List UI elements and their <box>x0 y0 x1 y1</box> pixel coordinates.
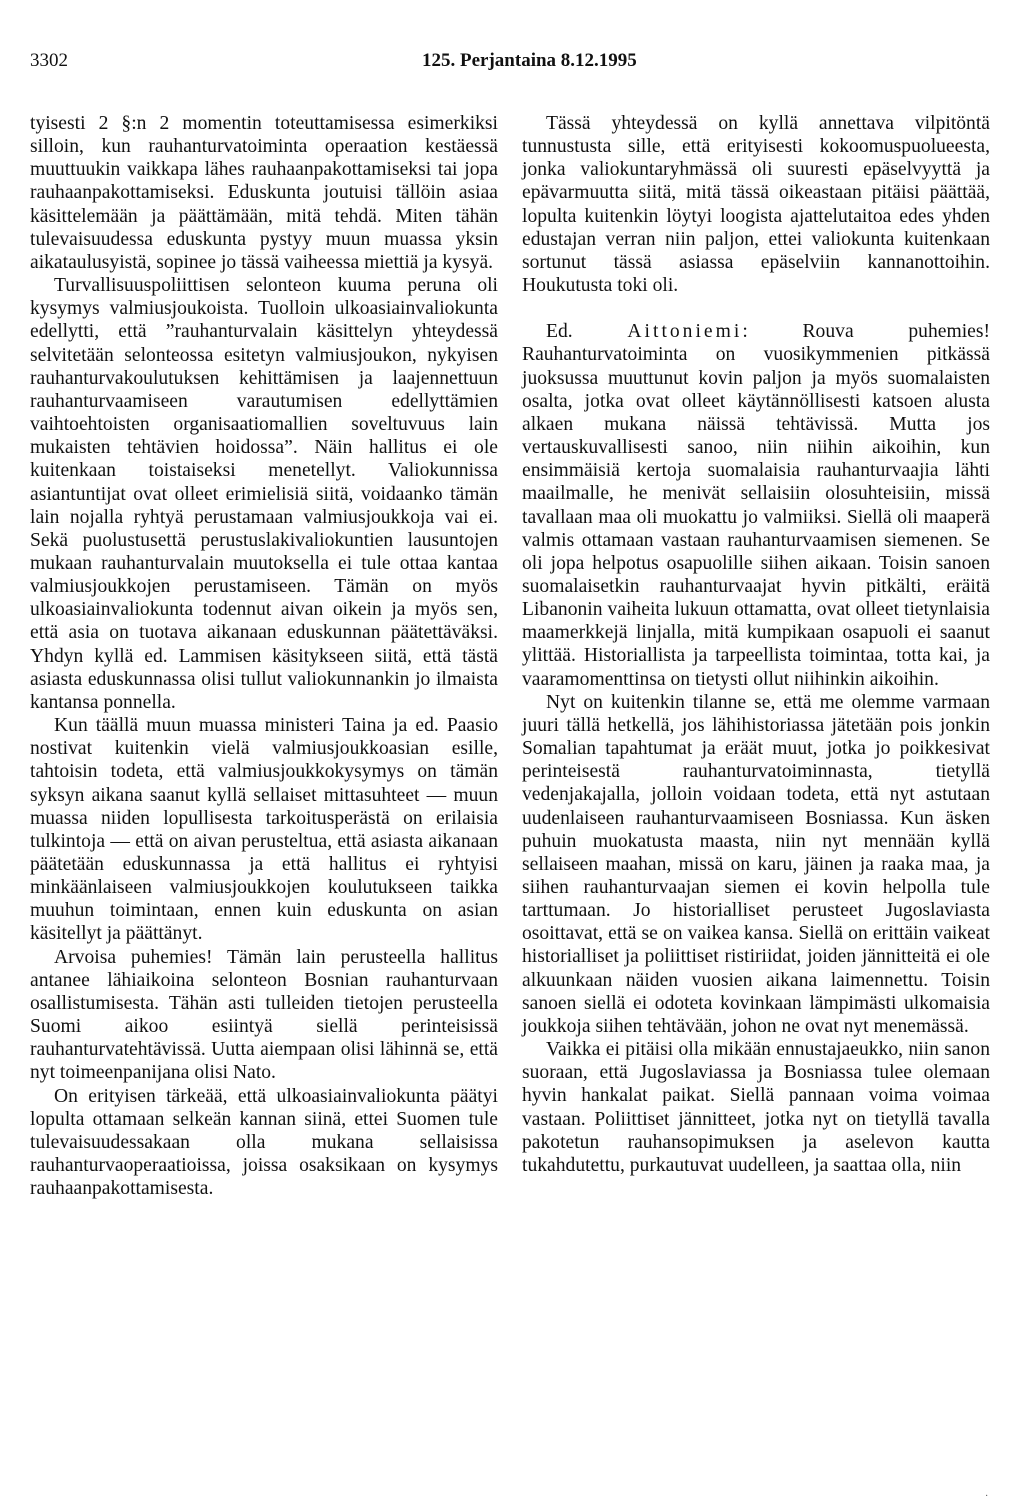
footer-mark: · <box>985 1491 989 1502</box>
paragraph: tyisesti 2 §:n 2 momentin toteuttamisessa esimerkiksi silloin, kun rauhanturvatoiminta operaation kestäessä muuttuukin vaikkapa lähes rauhaanpakottamiseksi tai jopa rauhaanpakottamiseksi. Eduskunta joutuisi tällöin asiaa käsittelemään ja päättämään, mitä tehdä. Miten tähän tulevaisuudessa eduskunta pystyy muun muassa yksin aikataulusyistä, sopinee jo tässä vaiheessa miettiä ja kysyä. <box>30 113 498 273</box>
speaker-prefix: Ed. <box>546 321 573 343</box>
page-header <box>30 50 990 80</box>
speech-text: Rouva puhemies! Rauhanturvatoiminta on vuosikymmenien pitkässä juoksussa muuttunut kovin paljon ja myös suomalaisten osalta, jotka ovat olleet käytännöllisesti katsoen alusta alkaen mukana näissä tehtävissä. Mutta jos vertauskuvallisesti sanoo, niin niihin aikoihin, kun ensimmäisiä kertoja suomalaisia rauhanturvaajia lähti maailmalle, he menivät sellaisiin olosuhteisiin, missä tavallaan maa oli muokattu jo valmiiksi. Siellä oli maaperä valmis ottamaan vastaan rauhanturvaamisen siemenen. Se oli jopa helpotus osapuolille siihen aikaan. Toisin sanoen suomalaisetkin rauhanturvaajat hyvin pitkälti, eräitä Libanonin vaiheita lukuun ottamatta, ovat olleet tietynlaisia maamerkkejä linjalla, mitä kumpikaan osapuoli ei saanut ylittää. Historiallista ja tarpeellista toimintaa, totta kai, ja vaaramomenttinsa on tietysti ollut niihinkin aikoihin. <box>522 321 990 690</box>
speaker-paragraph: Ed. Aittoniemi: Rouva puhemies! Rauhanturvatoiminta on vuosikymmenien pitkässä juoksussa muuttunut kovin paljon ja myös suomalaisten osalta, jotka ovat olleet käytännöllisesti katsoen alusta alkaen mukana näissä tehtävissä. Mutta jos vertauskuvallisesti sanoo, niin niihin aikoihin, kun ensimmäisiä kertoja suomalaisia rauhanturvaajia lähti maailmalle, he menivät sellaisiin olosuhteisiin, missä tavallaan maa oli muokattu jo valmiiksi. Siellä oli maaperä valmis ottamaan vastaan rauhanturvaamisen siemenen. Se oli jopa helpotus osapuolille siihen aikaan. Toisin sanoen suomalaisetkin rauhanturvaajat hyvin pitkälti, eräitä Libanonin vaiheita lukuun ottamatta, ovat olleet tietynlaisia maamerkkejä linjalla, mitä kumpikaan osapuoli ei saanut ylittää. Historiallista ja tarpeellista toimintaa, totta kai, ja vaaramomenttinsa on tietysti ollut niihinkin aikoihin. <box>522 321 990 690</box>
right-column <box>522 112 990 1177</box>
page-number: 3302 <box>30 50 68 71</box>
speaker-name: Aittoniemi <box>627 321 743 343</box>
paragraph: Tässä yhteydessä on kyllä annettava vilpitöntä tunnustusta sille, että erityisesti kokoomuspuolueesta, jonka valiokuntaryhmässä oli suuresti epäselvyyttä ja epävarmuutta siitä, mitä tässä oikeastaan pitäisi päättää, lopulta kuitenkin löytyi loogista ajattelutaitoa edes yhden edustajan verran niin paljon, ettei valiokunta kuitenkaan sortunut tässä asiassa epäselviin kannanottoihin. Houkutusta toki oli. <box>522 113 990 297</box>
paragraph: On erityisen tärkeää, että ulkoasiainvaliokunta päätyi lopulta ottamaan selkeän kannan siinä, ettei Suomen tule tulevaisuudessakaan olla mukana sellaisissa rauhanturvaoperaatioissa, joissa osaksikaan on kysymys rauhaanpakottamisesta. <box>30 1085 498 1200</box>
left-column <box>30 112 498 1200</box>
paragraph: Vaikka ei pitäisi olla mikään ennustajaeukko, niin sanon suoraan, että Jugoslaviassa ja Bosniassa tulee olemaan hyvin hankalat paikat. Siellä pannaan voima voimaa vastaan. Poliittiset jännitteet, jotka nyt on tietyllä tavalla pakotetun rauhansopimuksen ja aselevon kautta tukahdutettu, purkautuvat uudelleen, ja saattaa olla, niin <box>522 1039 990 1176</box>
paragraph: Kun täällä muun muassa ministeri Taina ja ed. Paasio nostivat kuitenkin vielä valmiusjoukkoasian esille, tahtoisin todeta, että valmiusjoukkokysymys on tämän syksyn aikana saanut kyllä sellaiset mittasuhteet — muun muassa niiden lopullisesta tarkoitusperästä on erilaisia tulkintoja — että on aivan perusteltua, että asiasta aikanaan päätetään eduskunnassa ja että hallitus ei ryhtyisi minkäänlaiseen valmiusjoukkojen koulutukseen taikka muuhun toimintaan, ennen kuin eduskunta on asian käsitellyt ja päättänyt. <box>30 715 498 945</box>
paragraph: Arvoisa puhemies! Tämän lain perusteella hallitus antanee lähiaikoina selonteon Bosnian rauhanturvaan osallistumisesta. Tähän asti tulleiden tietojen perusteella Suomi aikoo esiintyä siellä perinteisissä rauhanturvatehtävissä. Uutta aiempaan olisi lähinnä se, että nyt toimeenpanijana olisi Nato. <box>30 946 498 1084</box>
paragraph: Nyt on kuitenkin tilanne se, että me olemme varmaan juuri tällä hetkellä, jos lähihistoriassa jätetään pois jonkin Somalian tapahtumat ja eräät muut, jotka jo poikkesivat perinteisestä rauhanturvatoiminnasta, tietyllä vedenjakajalla, jolloin voidaan todeta, että nyt astutaan uudenlaiseen rauhanturvaamiseen Bosniassa. Kun äsken puhuin muokatusta maasta, niin nyt mennään kyllä sellaiseen maahan, missä on karu, jäinen ja raaka maa, ja siihen rauhanturvaajan siemen ei kovin helpolla tule tarttumaan. Jo historialliset perusteet Jugoslaviasta osoittavat, että se on vaikea kansa. Siellä on erittäin vaikeat historialliset ja poliittiset ristiriidat, joiden jännitteitä ei ole alkuunkaan näiden vuosien aikana laimennettu. Toisin sanoen siellä ei odoteta kovinkaan lämpimästi ulkomaisia joukkoja siihen tehtävään, johon ne ovat nyt menemässä. <box>522 691 990 1037</box>
paragraph: Turvallisuuspoliittisen selonteon kuuma peruna oli kysymys valmiusjoukoista. Tuolloin ulkoasiainvaliokunta edellytti, että ”rauhanturvalain käsittelyn yhteydessä selvitetään selonteossa esitetyn valmiusjoukon, nykyisen rauhanturvakoulutuksen kehittämisen ja laajennettuun rauhanturvaamiseen varautumisen edellyttämien vaihtoehtoisten organisaatiomallien soveltuvuus lain mukaisten tehtävien hoidossa”. Näin hallitus ei ole kuitenkaan toistaiseksi menetellyt. Valiokunnissa asiantuntijat ovat olleet erimielisiä siitä, voidaanko tämän lain nojalla ryhtyä perustamaan valmiusjoukkoja vai ei. Sekä puolustusettä perustuslakivaliokuntien lausuntojen mukaan rauhanturvalain muutoksella ei tule ottaa kantaa valmiusjoukkojen perustamiseen. Tämän on myös ulkoasiainvaliokunta todennut aivan oikein ja myös sen, että asia on tuotava aikanaan eduskunnan päätettäväksi. Yhdyn kyllä ed. Lammisen käsitykseen siitä, että tästä asiasta eduskunnassa olisi tullut valiokunnankin jo ilmaista kantansa ponnella. <box>30 275 498 713</box>
running-head: 125. Perjantaina 8.12.1995 <box>422 50 637 71</box>
